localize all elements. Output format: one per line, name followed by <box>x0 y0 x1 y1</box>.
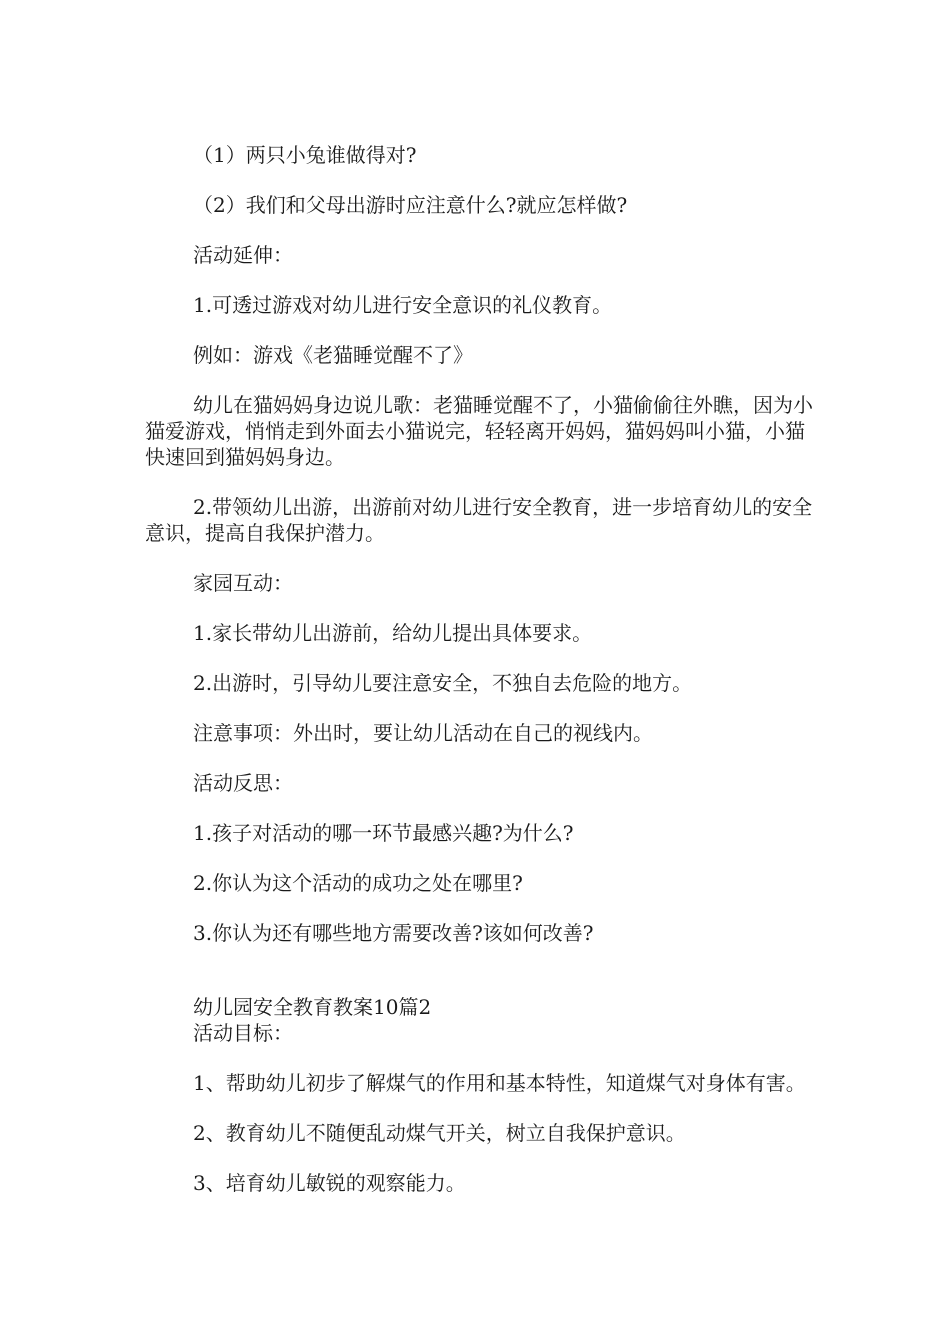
question-2: （2）我们和父母出游时应注意什么?就应怎样做? <box>193 193 628 217</box>
goal-item-2: 2、教育幼儿不随便乱动煤气开关，树立自我保护意识。 <box>193 1121 686 1145</box>
reflection-item-3: 3.你认为还有哪些地方需要改善?该如何改善? <box>193 921 594 945</box>
section-2-title: 幼儿园安全教育教案10篇2 <box>193 995 432 1019</box>
reflection-item-1: 1.孩子对活动的哪一环节最感兴趣?为什么? <box>193 821 574 845</box>
home-item-1: 1.家长带幼儿出游前，给幼儿提出具体要求。 <box>193 621 593 645</box>
section-heading-reflection: 活动反思： <box>193 771 293 795</box>
section-heading-home-interaction: 家园互动： <box>193 571 293 595</box>
home-item-2: 2.出游时，引导幼儿要注意安全，不独自去危险的地方。 <box>193 671 693 695</box>
section-2-subheading: 活动目标： <box>193 1021 293 1045</box>
document-body <box>145 142 815 1196</box>
notes-line: 注意事项：外出时，要让幼儿活动在自己的视线内。 <box>193 721 653 745</box>
reflection-item-2: 2.你认为这个活动的成功之处在哪里? <box>193 871 523 895</box>
question-1: （1）两只小兔谁做得对? <box>193 143 417 167</box>
example-line: 例如：游戏《老猫睡觉醒不了》 <box>193 343 473 367</box>
nursery-rhyme-paragraph: 幼儿在猫妈妈身边说儿歌：老猫睡觉醒不了，小猫偷偷往外瞧，因为小猫爱游戏，悄悄走到外面去小猫说完，轻轻离开妈妈，猫妈妈叫小猫，小猫快速回到猫妈妈身边。 <box>145 393 813 469</box>
goal-item-1: 1、帮助幼儿初步了解煤气的作用和基本特性，知道煤气对身体有害。 <box>193 1071 806 1095</box>
extension-item-2: 2.带领幼儿出游，出游前对幼儿进行安全教育，进一步培育幼儿的安全意识，提高自我保护潜力。 <box>145 495 813 545</box>
goal-item-3: 3、培育幼儿敏锐的观察能力。 <box>193 1171 466 1195</box>
section-heading-extension: 活动延伸： <box>193 243 293 267</box>
extension-item-1: 1.可透过游戏对幼儿进行安全意识的礼仪教育。 <box>193 293 613 317</box>
